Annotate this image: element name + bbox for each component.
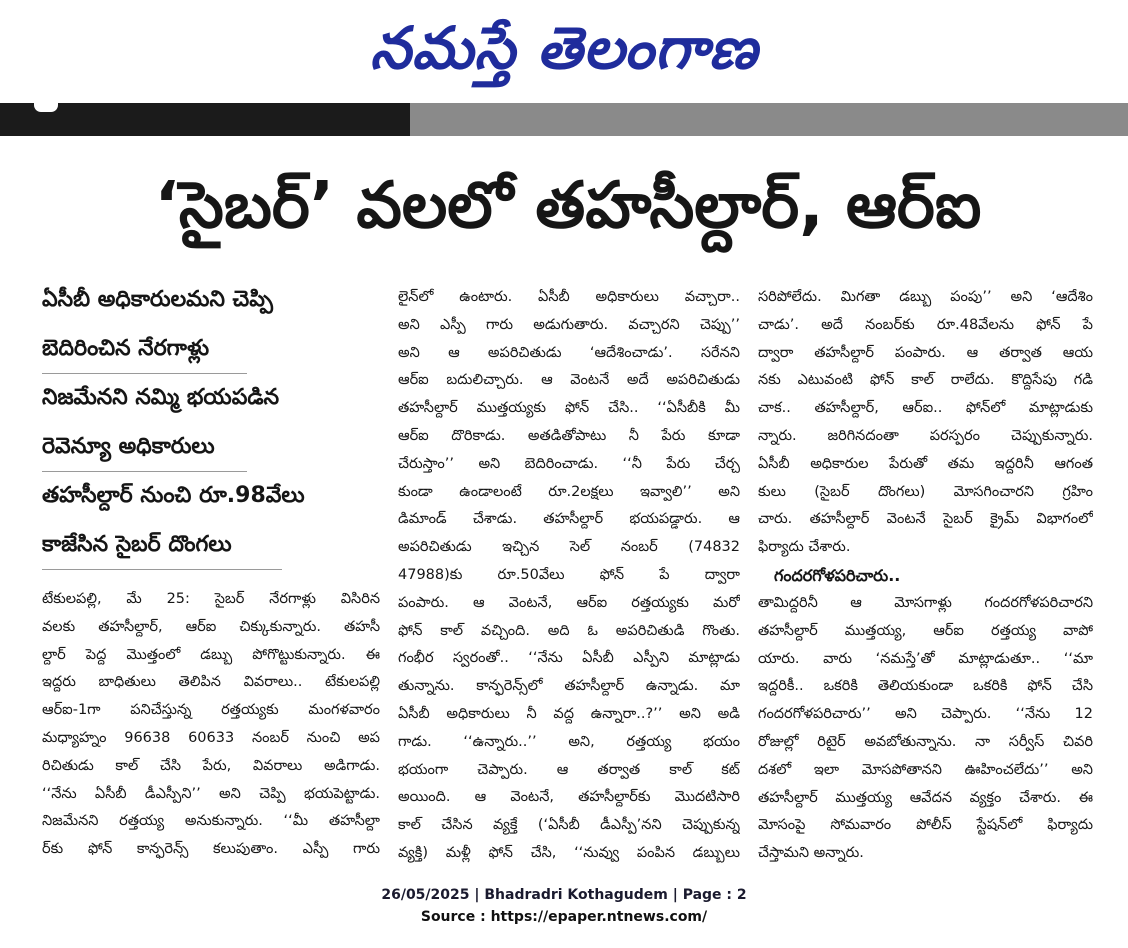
text-line: మధ్యాహ్నం 96638 60633 నంబర్ నుంచి అప [42, 729, 380, 746]
text-line: అని ఎస్పీ గారు అడుగుతారు. వచ్చారని చెప్పు’’ [398, 316, 740, 333]
text-line: కాల్ చేసిన వ్యక్తే (‘ఏసీబీ డీఎస్పీ’నని చెప్పుకున్న [398, 817, 740, 834]
text-line: తామిద్దరినీ ఆ మోసగాళ్లు గందరగోళపరిచారని [758, 595, 1093, 611]
article-column-1 [42, 586, 380, 866]
text-line: ర్‌కు ఫోన్ కాన్ఫరెన్స్ కలుపుతాం. ఎస్పీ గారు [42, 841, 380, 858]
text-line: యారు. వారు ‘నమస్తే’తో మాట్లాడుతూ.. ‘‘మా [758, 650, 1093, 667]
text-line: టేకులపల్లి, మే 25: సైబర్ నేరగాళ్లు విసిరిన [42, 591, 380, 607]
text-line: కుండా ఉండాలంటే రూ.2లక్షలు ఇవ్వాలి’’ అని [398, 483, 740, 500]
text-line: అని ఆ అపరిచితుడు ‘ఆదేశించాడు’. సరేనని [398, 344, 740, 361]
section-bar-gray [410, 103, 1128, 136]
text-line: నిజమేనని రత్తయ్య అనుకున్నారు. ‘‘మీ తహసీల్దా [42, 813, 380, 830]
text-line: ఇద్దరికీ.. ఒకరికి తెలియకుండా ఒకరికి ఫోన్ చేసి [758, 678, 1093, 695]
text-line: భయంగా చెప్పారు. ఆ తర్వాత కాల్ కట్ [398, 761, 740, 778]
text-line: ఫిర్యాదు చేశారు. [758, 539, 851, 556]
text-line: ఆర్ఐ-1గా పనిచేస్తున్న రత్తయ్యకు మంగళవారం [42, 702, 380, 719]
text-line: గాడు. ‘‘ఉన్నారు..’’ అని, రత్తయ్య భయం [398, 733, 740, 750]
text-line: ఆర్ఐ దొరికాడు. అతడితోపాటు నీ పేరు కూడా [398, 427, 740, 444]
text-line: గందరగోళపరిచారు’’ అని చెప్పారు. ‘‘నేను 12 [758, 706, 1093, 723]
text-line: డిమాండ్ చేశాడు. తహసీల్దార్ భయపడ్డారు. ఆ [398, 511, 740, 528]
masthead [0, 0, 1128, 96]
text-line: ఆర్ఐ బదులిచ్చారు. ఆ వెంటనే అదే అపరిచితుడు [398, 372, 740, 389]
article-subhead: గందరగోళపరిచారు.. [774, 566, 901, 585]
footer-source: Source : https://epaper.ntnews.com/ [420, 909, 708, 925]
text-line: లైన్‌లో ఉంటారు. ఏసీబీ అధికారులు వచ్చారా.. [398, 289, 740, 305]
text-line: ఇద్దరు బాధితులు తెలిపిన వివరాలు.. టేకులపల్లి [42, 674, 380, 691]
deck-line: కాజేసిన సైబర్ దొంగలు [42, 523, 387, 572]
text-line: చాక.. తహసీల్దార్, ఆర్ఐ.. ఫోన్‌లో మాట్లాడుకు [758, 400, 1093, 417]
text-line: అయింది. ఆ వెంటనే, తహసీల్దార్‌కు మొదటిసారి [398, 789, 740, 806]
text-line: మోసంపై సోమవారం పోలీస్ స్టేషన్‌లో ఫిర్యాదు [758, 817, 1093, 834]
newspaper-logo: నమస్తే తెలంగాణ [370, 14, 758, 82]
text-line: రిచితుడు కాల్ చేసి పేరు, వివరాలు అడిగాడు. [42, 757, 380, 774]
text-line: వ్యక్తి) మళ్లీ ఫోన్ చేసి, ‘‘నువ్వు పంపిన డబ్బులు [398, 844, 740, 861]
deck-line: రెవెన్యూ అధికారులు [42, 425, 387, 474]
section-bar-dark [0, 103, 410, 136]
text-line: తహసీల్దార్ ముత్తయ్య, ఆర్ఐ రత్తయ్య వాపో [758, 622, 1093, 639]
article-column-3-top [758, 284, 1093, 564]
text-line: చాడు’. అదే నంబర్‌కు రూ.48వేలను ఫోన్ పే [758, 316, 1093, 333]
text-line: 47988)కు రూ.50వేలు ఫోన్ పే ద్వారా [398, 566, 740, 583]
deck-line: ఏసీబీ అధికారులమని చెప్పి [42, 287, 273, 312]
text-line: తహసీల్దార్ ముత్తయ్యకు ఫోన్ చేసి.. ‘‘ఏసీబీకి మీ [398, 400, 740, 417]
text-line: అపరిచితుడు ఇచ్చిన సెల్ నంబర్ (74832 [398, 539, 740, 556]
text-line: దశలో ఇలా మోసపోతానని ఊహించలేదు’’ అని [758, 761, 1093, 778]
article-column-3-bottom [758, 590, 1093, 870]
article-headline: ‘సైబర్’ వలలో తహసీల్దార్, ఆర్ఐ [154, 169, 982, 243]
text-line: సరిపోలేదు. మిగతా డబ్బు పంపు’’ అని ‘ఆదేశిం [758, 289, 1093, 305]
text-line: చేరుస్తాం’’ అని బెదిరించాడు. ‘‘నీ పేరు చేర్చ [398, 455, 740, 472]
text-line: నకు ఎటువంటి ఫోన్ కాల్ రాలేదు. కొద్దిసేపు గడి [758, 372, 1093, 389]
text-line: తహసీల్దార్ ముత్తయ్య ఆవేదన వ్యక్తం చేశారు. ఈ [758, 789, 1093, 806]
text-line: పంపారు. ఆ వెంటనే, ఆర్ఐ రత్తయ్యకు మరో [398, 594, 740, 611]
bar-mark [34, 103, 58, 112]
text-line: రోజుల్లో రిటైర్ అవబోతున్నాను. నా సర్వీస్ చివరి [758, 733, 1093, 750]
deck-line: తహసీల్దార్ నుంచి రూ.98వేలు [42, 483, 305, 508]
text-line: చారు. తహసీల్దార్ వెంటనే సైబర్ క్రైమ్ విభాగంలో [758, 511, 1093, 528]
deck-line: నిజమేనని నమ్మి భయపడిన [42, 385, 280, 410]
text-line: ఫోన్ కాల్ వచ్చింది. అది ఓ అపరిచితుడి గొంతు. [398, 622, 740, 639]
deck-line: బెదిరించిన నేరగాళ్లు [42, 327, 387, 376]
text-line: ఏసీబీ అధికారులు నీ వద్ద ఉన్నారా..?’’ అని అడి [398, 705, 740, 722]
text-line: ల్దార్ పెద్ద మొత్తంలో డబ్బు పోగొట్టుకున్నారు. ఈ [42, 646, 380, 663]
text-line: న్నారు. జరిగినదంతా పరస్పరం చెప్పుకున్నారు. [758, 427, 1093, 444]
text-line: ఏసీబీ అధికారుల పేరుతో తమ ఇద్దరినీ ఆగంత [758, 455, 1093, 472]
text-line: గంభీర స్వరంతో.. ‘‘నేను ఏసీబీ ఎస్పీని మాట్లాడు [398, 650, 740, 667]
text-line: తున్నాను. కాన్ఫరెన్స్‌లో తహసీల్దార్ ఉన్నాడు. మా [398, 678, 740, 695]
article-column-2 [398, 284, 740, 870]
text-line: కులు (సైబర్ దొంగలు) మోసగించారని గ్రహిం [758, 483, 1093, 500]
text-line: ద్వారా తహసీల్దార్ పంపారు. ఆ తర్వాత ఆయ [758, 344, 1093, 361]
article-deck [42, 278, 387, 578]
footer-date-edition-page: 26/05/2025 | Bhadradri Kothagudem | Page : 2 [381, 887, 747, 903]
text-line: ‘‘నేను ఏసీబీ డీఎస్పీని’’ అని చెప్పి భయపెట్టాడు. [42, 785, 380, 802]
text-line: చేస్తామని అన్నారు. [758, 845, 864, 862]
text-line: వలకు తహసీల్దార్, ఆర్ఐ చిక్కుకున్నారు. తహసీ [42, 618, 380, 635]
